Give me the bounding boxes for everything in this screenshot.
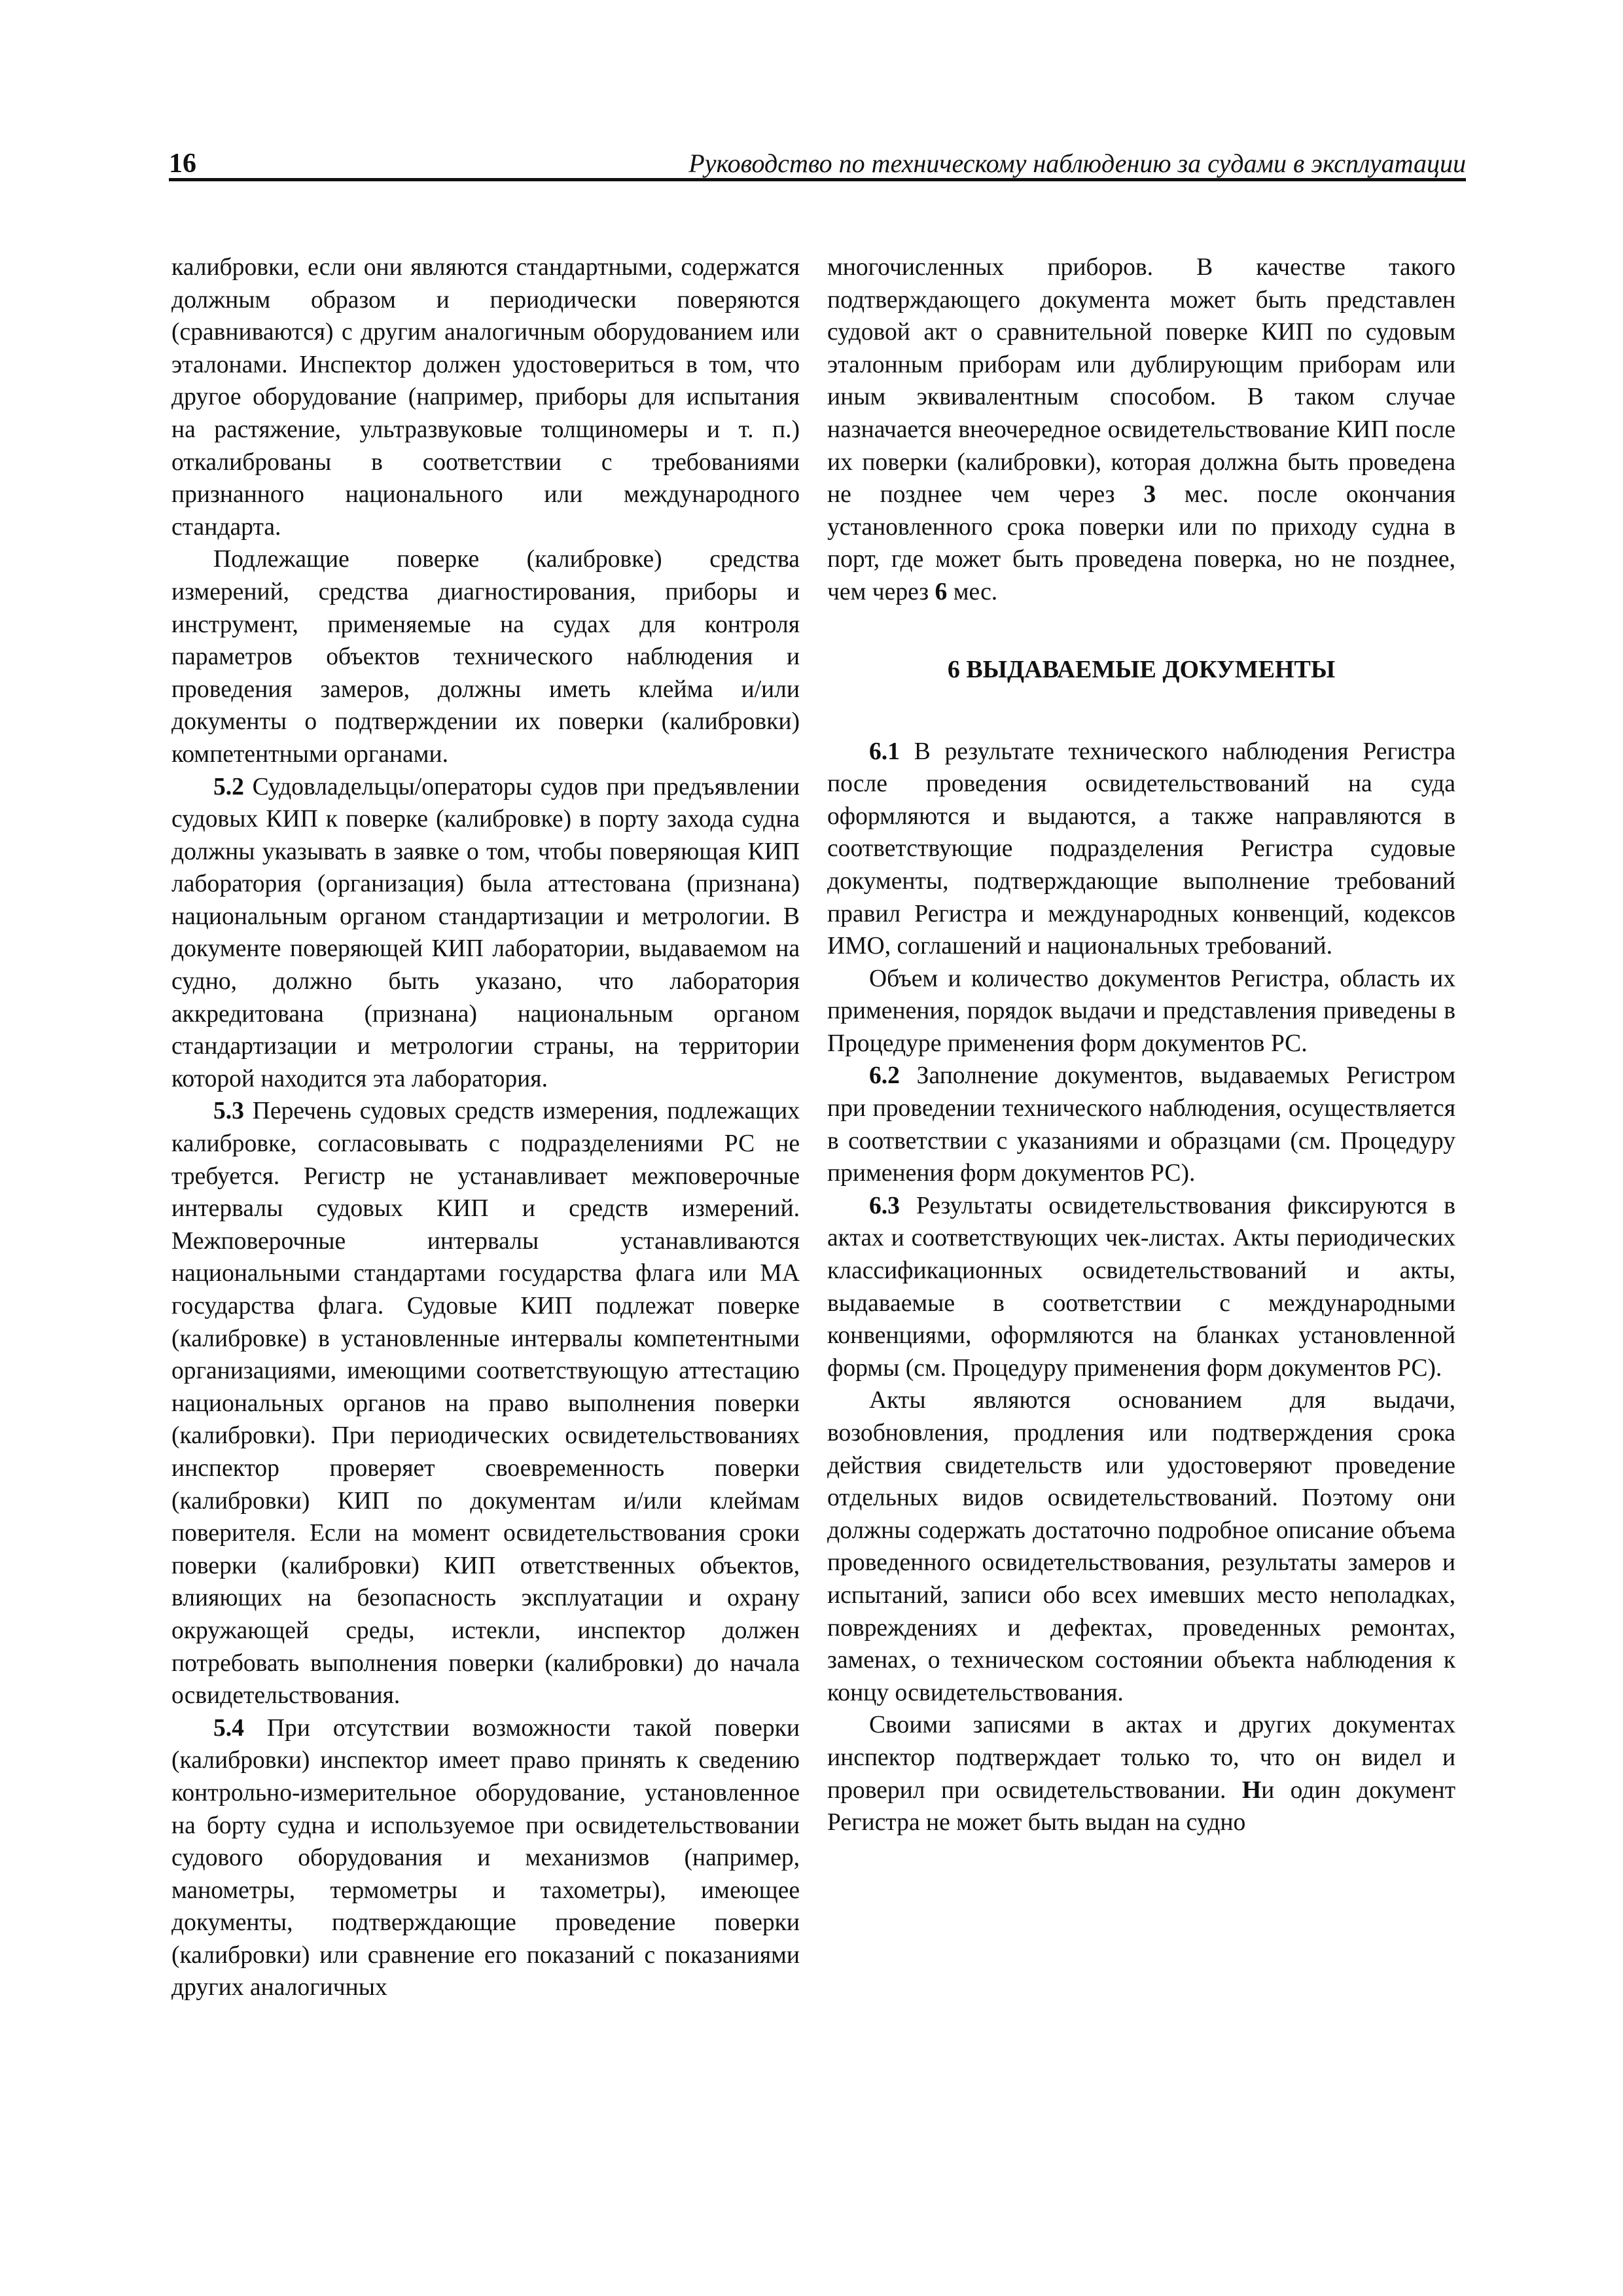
- clause-number: 5.2: [213, 773, 244, 800]
- paragraph: Акты являются основанием для выдачи, возобновления, продления или подтверждения срока действия свидетельств или удостоверяют проведение отдельных видов освидетельствований. Поэтому они должны содержать достаточно подробное описание объема проведенного освидетельствования, результаты замеров и испытаний, записи обо всех имевших место неполадках, повреждениях и дефектах, проведенных ремонтах, заменах, о техническом состоянии объекта наблюдения к концу освидетельствования.: [827, 1387, 1455, 1706]
- section-heading: 6 ВЫДАВАЕМЫЕ ДОКУМЕНТЫ: [947, 655, 1336, 683]
- text-run: многочисленных приборов. В качестве такого подтверждающего документа может быть представлен судовой акт о сравнительной поверке КИП по судовым эталонным приборам или дублирующим приборам или иным эквивалентным способом. В таком случае назначается внеочередное освидетельствование КИП после их поверки (калибровки), которая должна быть проведена не позднее чем через: [827, 254, 1455, 509]
- clause-number: 6.2: [869, 1062, 900, 1090]
- paragraph: калибровки, если они являются стандартными, содержатся должным образом и периодически поверяются (сравниваются) с другим аналогичным оборудованием или эталонами. Инспектор должен удостовериться в том, что другое оборудование (например, приборы для испытания на растяжение, ультразвуковые толщиномеры и т. п.) откалиброваны в соответствии с требованиями признанного национального или международного стандарта.: [171, 254, 800, 541]
- text-run: мес. после окончания установленного срока поверки или по приходу судна в порт, где может быть проведена поверка, но не позднее, чем через: [827, 481, 1456, 605]
- paragraph: Подлежащие поверке (калибровке) средства измерений, средства диагностирования, приборы и инструмент, применяемые на судах для контроля параметров объектов технического наблюдения и проведения замеров, должны иметь клейма и/или документы о подтверждении их поверки (калибровки) компетентными органами.: [171, 546, 800, 768]
- paragraph-6-1: [827, 736, 1455, 963]
- running-title: Руководство по техническому наблюдению за судами в эксплуатации: [688, 149, 1466, 178]
- text-run: Своими записями в актах и других документах инспектор подтверждает только то, что он видел и проверил при освидетельствовании.: [827, 1712, 1455, 1804]
- page-header: [169, 145, 1466, 182]
- clause-text: Судовладельцы/операторы судов при предъявлении судовых КИП к поверке (калибровке) в порту захода судна должны указывать в заявке о том, чтобы поверяющая КИП лаборатория (организация) была аттестована (признана) национальным органом стандартизации и метрологии. В документе поверяющей КИП лаборатории, выдаваемом на судно, должно быть указано, что лаборатория аккредитована (признана) национальным органом стандартизации и метрологии страны, на территории которой находится эта лаборатория.: [171, 773, 800, 1092]
- clause-text: Перечень судовых средств измерения, подлежащих калибровке, согласовывать с подразделениями РС не требуется. Регистр не устанавливает межповерочные интервалы судовых КИП и средств измерений. Межповерочные интервалы устанавливаются национальными стандартами государства флага или МА государства флага. Судовые КИП подлежат поверке (калибровке) в установленные интервалы компетентными организациями, имеющими соответствующую аттестацию национальных органов на право выполнения поверки (калибровки). При периодических освидетельствованиях инспектор проверяет своевременность поверки (калибровки) КИП по документам и/или клеймам поверителя. Если на момент освидетельствования сроки поверки (калибровки) КИП ответственных объектов, влияющих на безопасность эксплуатации и охрану окружающей среды, истекли, инспектор должен потребовать выполнения поверки (калибровки) до начала освидетельствования.: [171, 1098, 800, 1710]
- emphasis-number: 3: [1143, 481, 1156, 509]
- paragraph-5-2: [171, 771, 800, 1096]
- clause-number: 5.4: [213, 1714, 244, 1742]
- text-run: и один документ Регистра не может быть выдан на судно: [827, 1776, 1455, 1837]
- emphasis-letter: Н: [1241, 1776, 1262, 1804]
- text-run: мес.: [947, 578, 998, 605]
- clause-text: При отсутствии возможности такой поверки (калибровки) инспектор имеет право принять к сведению контрольно-измерительное оборудование, установленное на борту судна и используемое при освидетельствовании судового оборудования и механизмов (например, манометры, термометры и тахометры), имеющее документы, подтверждающие проведение поверки (калибровки) или сравнение его показаний с показаниями других аналогичных: [171, 1714, 800, 2001]
- paragraph: [827, 251, 1455, 609]
- paragraph-5-3: [171, 1095, 800, 1712]
- paragraph-6-2: [827, 1060, 1455, 1189]
- paragraph-6-3: [827, 1190, 1455, 1385]
- clause-text: Заполнение документов, выдаваемых Регистром при проведении технического наблюдения, осуществляется в соответствии с указаниями и образцами (см. Процедуру применения форм документов РС).: [827, 1062, 1455, 1187]
- clause-text: В результате технического наблюдения Регистра после проведения освидетельствований на суда оформляются и выдаются, а также направляются в соответствующие подразделения Регистра судовые документы, подтверждающие выполнение требований правил Регистра и международных конвенций, кодексов ИМО, соглашений и национальных требований.: [827, 738, 1455, 960]
- page-number: 16: [169, 149, 196, 179]
- paragraph: [827, 1709, 1455, 1839]
- paragraph: Объем и количество документов Регистра, область их применения, порядок выдачи и представления приведены в Процедуре применения форм документов РС.: [827, 965, 1455, 1057]
- clause-number: 5.3: [213, 1098, 244, 1125]
- paragraph-5-4: [171, 1712, 800, 2004]
- clause-text: Результаты освидетельствования фиксируются в актах и соответствующих чек-листах. Акты периодических классификационных освидетельствований и акты, выдаваемые в соответствии с международными конвенциями, оформляются на бланках установленной формы (см. Процедуру применения форм документов РС).: [827, 1192, 1455, 1382]
- clause-number: 6.3: [869, 1192, 900, 1219]
- emphasis-number: 6: [935, 578, 948, 605]
- left-column: [171, 251, 800, 2004]
- right-column: [827, 251, 1455, 1839]
- header-rule: [169, 178, 1466, 181]
- clause-number: 6.1: [869, 738, 900, 765]
